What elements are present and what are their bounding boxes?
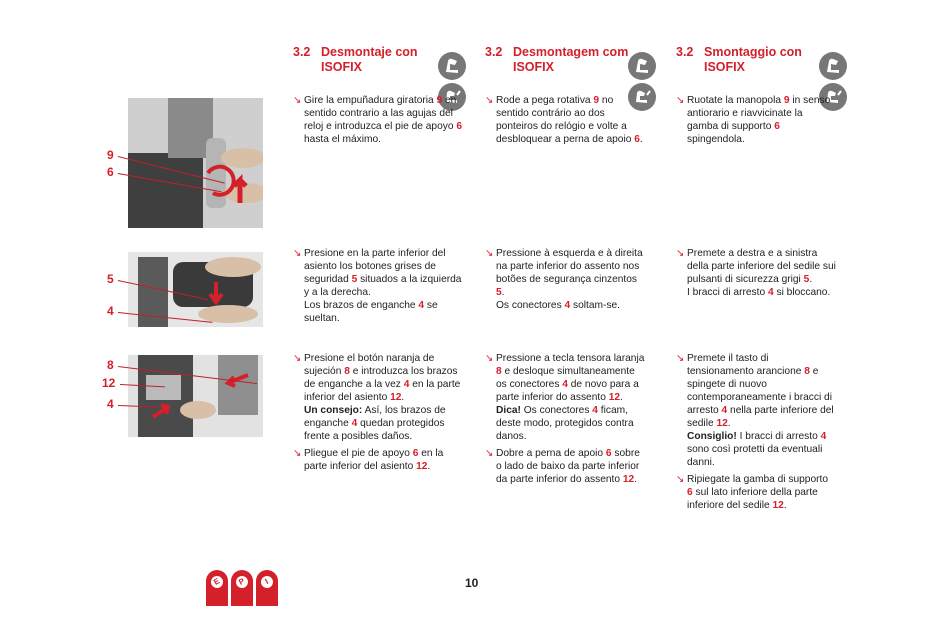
section-number: 3.2 bbox=[293, 45, 311, 59]
instruction-block bbox=[293, 247, 465, 329]
instruction-step bbox=[293, 247, 465, 325]
reference-number: 8 bbox=[496, 366, 502, 377]
heading-pt bbox=[485, 45, 635, 77]
callout-4: 4 bbox=[107, 304, 114, 318]
instruction-step bbox=[485, 447, 645, 486]
heading-es bbox=[293, 45, 443, 77]
reference-number: 6 bbox=[687, 487, 693, 498]
instruction-step bbox=[676, 473, 836, 512]
step-text: quedan protegidos frente a posibles daños. bbox=[304, 418, 445, 442]
step-text: Ripiegate la gamba di supporto bbox=[687, 474, 829, 485]
instruction-block bbox=[485, 352, 645, 490]
step-note bbox=[687, 430, 836, 469]
photo-isofix-arms bbox=[128, 355, 263, 437]
step-text: situados a la izquierda y a la derecha. bbox=[304, 274, 462, 298]
instruction-block bbox=[485, 247, 645, 316]
step-note bbox=[687, 286, 836, 299]
step-text: en sentido contrario a las agujas del reloj e introduzca el pie de apoyo bbox=[304, 95, 457, 132]
instruction-step bbox=[485, 352, 645, 443]
section-title: Desmontagem com ISOFIX bbox=[513, 45, 629, 74]
step-arrow-icon: ↘ bbox=[676, 248, 685, 259]
reference-number: 9 bbox=[783, 95, 790, 106]
step-note bbox=[304, 404, 465, 443]
section-title: Smontaggio con ISOFIX bbox=[704, 45, 802, 74]
step-text: Pliegue el pie de apoyo bbox=[304, 448, 413, 459]
step-text: sobre o lado de baixo da parte inferior da parte inferior do assento bbox=[496, 448, 640, 485]
step-note bbox=[496, 299, 645, 312]
reference-number: 4 bbox=[592, 405, 598, 416]
instruction-step bbox=[485, 247, 645, 312]
page-number: 10 bbox=[465, 576, 479, 590]
heading-it bbox=[676, 45, 826, 77]
reference-number: 4 bbox=[403, 379, 410, 390]
instruction-block bbox=[676, 352, 836, 516]
instruction-block bbox=[293, 94, 465, 150]
step-text: . bbox=[783, 500, 787, 511]
step-arrow-icon: ↘ bbox=[293, 95, 302, 106]
reference-number: 12 bbox=[390, 392, 402, 403]
step-text: Premete a destra e a sinistra della parte inferiore del sedile sui pulsanti di sicurezza grigi bbox=[687, 248, 836, 285]
reference-number: 6 bbox=[605, 448, 612, 459]
instruction-step bbox=[676, 352, 836, 469]
step-arrow-icon: ↘ bbox=[293, 448, 302, 459]
step-arrow-icon: ↘ bbox=[293, 248, 302, 259]
step-text: Os conectores bbox=[496, 300, 565, 311]
reference-number: 5 bbox=[351, 274, 358, 285]
reference-number: 9 bbox=[593, 95, 600, 106]
step-text: . bbox=[639, 134, 643, 145]
step-arrow-icon: ↘ bbox=[676, 474, 685, 485]
step-text: Gire la empuñadura giratoria bbox=[304, 95, 437, 106]
instruction-block bbox=[676, 247, 836, 303]
callout-5: 5 bbox=[107, 272, 114, 286]
step-text: Ruotate la manopola bbox=[687, 95, 784, 106]
language-tab-it bbox=[256, 570, 278, 606]
reference-number: 4 bbox=[562, 379, 568, 390]
callout-6: 6 bbox=[107, 165, 114, 179]
step-text: nella parte inferiore del sedile bbox=[687, 405, 834, 429]
seat-side-icon bbox=[819, 52, 847, 80]
step-text: . bbox=[727, 418, 731, 429]
step-text: . bbox=[634, 474, 638, 485]
step-text: . bbox=[427, 461, 431, 472]
language-tab-letter: P bbox=[234, 574, 250, 590]
step-text: spingendola. bbox=[687, 134, 745, 145]
step-text: ficam, deste modo, protegidos contra danos. bbox=[496, 405, 634, 442]
step-text: Dobre a perna de apoio bbox=[496, 448, 606, 459]
step-arrow-icon: ↘ bbox=[293, 353, 302, 364]
reference-number: 5 bbox=[803, 274, 810, 285]
callout-8: 8 bbox=[107, 358, 114, 372]
language-tab-letter: I bbox=[259, 574, 275, 590]
reference-number: 12 bbox=[416, 461, 428, 472]
step-text: I bracci di arresto bbox=[687, 287, 768, 298]
step-text: hasta el máximo. bbox=[304, 134, 382, 145]
reference-number: 4 bbox=[721, 405, 728, 416]
step-text: . bbox=[501, 287, 505, 298]
step-text: Así, los brazos de enganche bbox=[304, 405, 446, 429]
instruction-step bbox=[485, 94, 645, 146]
reference-number: 6 bbox=[634, 134, 640, 145]
section-number: 3.2 bbox=[676, 45, 694, 59]
step-note bbox=[304, 299, 465, 325]
callout-4b: 4 bbox=[107, 397, 114, 411]
instruction-block bbox=[485, 94, 645, 150]
tip-label: Un consejo: bbox=[304, 405, 363, 416]
step-arrow-icon: ↘ bbox=[485, 353, 494, 364]
step-arrow-icon: ↘ bbox=[485, 95, 494, 106]
step-text: in senso antiorario e riavvicinate la gamba di supporto bbox=[687, 95, 831, 132]
step-text: e desloque simultaneamente os conectores bbox=[496, 366, 635, 390]
callout-12: 12 bbox=[102, 376, 116, 390]
step-text: Pressione a tecla tensora laranja bbox=[496, 353, 645, 364]
reference-number: 6 bbox=[774, 121, 780, 132]
step-arrow-icon: ↘ bbox=[676, 353, 685, 364]
step-text: de novo para a parte inferior do assento bbox=[496, 379, 639, 403]
step-arrow-icon: ↘ bbox=[676, 95, 685, 106]
step-text: Presione en la parte inferior del asiento los botones grises de seguridad bbox=[304, 248, 446, 285]
instruction-step bbox=[676, 94, 836, 146]
tip-label: Dica! bbox=[496, 405, 521, 416]
instruction-step bbox=[293, 352, 465, 443]
step-note bbox=[496, 404, 645, 443]
language-tab-letter: E bbox=[209, 574, 225, 590]
step-text: Premete il tasto di tensionamento arancione bbox=[687, 353, 805, 377]
language-tab-es bbox=[206, 570, 228, 606]
reference-number: 12 bbox=[772, 500, 784, 511]
reference-number: 4 bbox=[767, 287, 774, 298]
reference-number: 5 bbox=[496, 287, 502, 298]
reference-number: 4 bbox=[564, 300, 571, 311]
reference-number: 8 bbox=[344, 366, 350, 377]
reference-number: 6 bbox=[412, 448, 419, 459]
reference-number: 12 bbox=[608, 392, 621, 403]
language-tab-pt bbox=[231, 570, 253, 606]
instruction-step bbox=[293, 94, 465, 146]
reference-number: 8 bbox=[804, 366, 810, 377]
step-text: Los brazos de enganche bbox=[304, 300, 419, 311]
callout-9: 9 bbox=[107, 148, 114, 162]
step-text: e spingete di nuovo contemporaneamente i bracci di arresto bbox=[687, 366, 832, 416]
step-text: se sueltan. bbox=[304, 300, 438, 324]
step-text: Rode a pega rotativa bbox=[496, 95, 594, 106]
step-text: Os conectores bbox=[520, 405, 593, 416]
step-text: Presione el botón naranja de sujeción bbox=[304, 353, 435, 377]
step-text: . bbox=[401, 392, 405, 403]
step-text: . bbox=[809, 274, 813, 285]
step-arrow-icon: ↘ bbox=[485, 248, 494, 259]
step-text: Pressione à esquerda e à direita na parte inferior do assento nos botões de segurança cinzentos bbox=[496, 248, 643, 285]
step-text: si bloccano. bbox=[773, 287, 831, 298]
step-text: no sentido contrário ao dos ponteiros do relógio e volte a desbloquear a perna de apoio bbox=[496, 95, 635, 145]
step-text: en la parte inferior del asiento bbox=[304, 379, 461, 403]
step-arrow-icon: ↘ bbox=[485, 448, 494, 459]
step-text: I bracci di arresto bbox=[736, 431, 821, 442]
tip-label: Consiglio! bbox=[687, 431, 737, 442]
step-text: e introduzca los brazos de enganche a la vez bbox=[304, 366, 458, 390]
step-text: sono così protetti da eventuali danni. bbox=[687, 444, 823, 468]
instruction-block bbox=[676, 94, 836, 150]
section-title: Desmontaje con ISOFIX bbox=[321, 45, 418, 74]
step-text: soltam-se. bbox=[570, 300, 621, 311]
seat-side-icon bbox=[438, 52, 466, 80]
reference-number: 6 bbox=[456, 121, 463, 132]
step-text: sul lato inferiore della parte inferiore del sedile bbox=[687, 487, 818, 511]
step-text: . bbox=[620, 392, 623, 403]
instruction-step bbox=[293, 447, 465, 473]
photo-isofix-arms-drawing bbox=[128, 355, 263, 437]
instruction-block bbox=[293, 352, 465, 477]
section-number: 3.2 bbox=[485, 45, 503, 59]
instruction-step bbox=[676, 247, 836, 299]
reference-number: 12 bbox=[622, 474, 635, 485]
reference-number: 12 bbox=[716, 418, 728, 429]
step-text: en la parte inferior del asiento bbox=[304, 448, 444, 472]
reference-number: 4 bbox=[351, 418, 358, 429]
reference-number: 4 bbox=[418, 300, 425, 311]
reference-number: 9 bbox=[436, 95, 443, 106]
seat-side-icon bbox=[628, 52, 656, 80]
reference-number: 4 bbox=[820, 431, 827, 442]
